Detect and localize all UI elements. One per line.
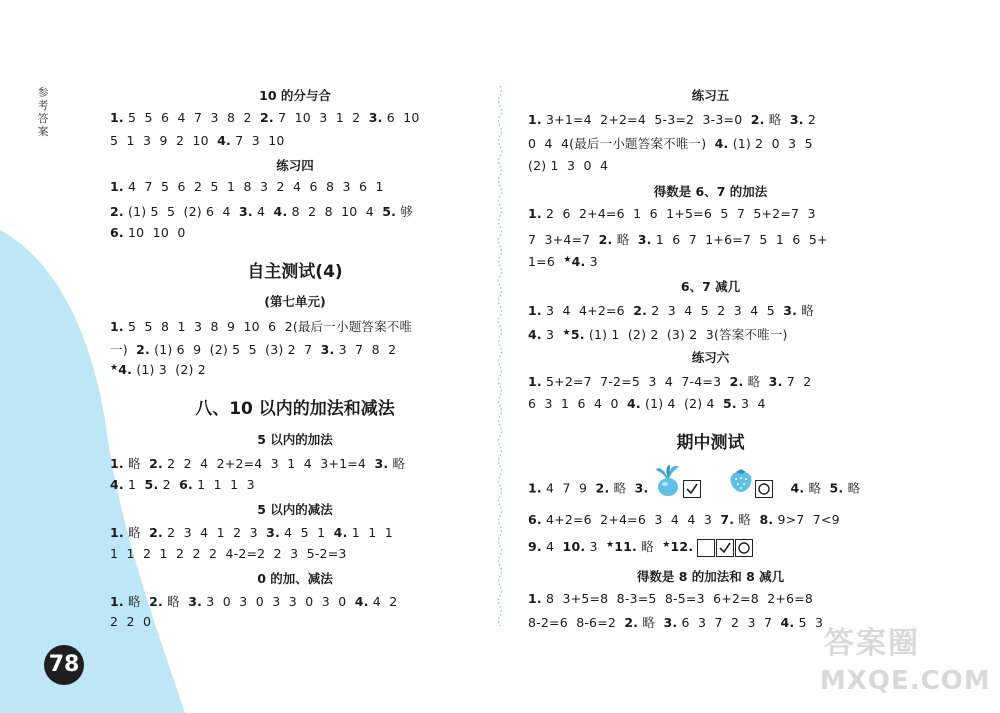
answer-line: 1. 2 6 2+4=6 1 6 1+5=6 5 7 5+2=7 3 [528, 206, 816, 221]
section-title: 5 以内的加法 [257, 432, 333, 447]
answer-line: 4. 3 ★5. (1) 1 (2) 2 (3) 2 3(答案不唯一) [528, 327, 788, 342]
answer-line: 1. 3+1=4 2+2=4 5-3=2 3-3=0 2. 略 3. 2 [528, 112, 816, 127]
section-title: 练习六 [691, 350, 730, 365]
section-title: 5 以内的减法 [257, 502, 333, 517]
answer-line: 1. 5+2=7 7-2=5 3 4 7-4=3 2. 略 3. 7 2 [528, 374, 812, 389]
answer-line: 1. 8 3+5=8 8-3=5 8-5=3 6+2=8 2+6=8 [528, 591, 814, 606]
answer-line: 9. 4 10. 3 ★11. 略 ★12. [528, 534, 754, 556]
answer-line: 8-2=6 8-6=2 2. 略 3. 6 3 7 2 3 7 4. 5 3 [528, 615, 824, 630]
answer-box-circle [755, 480, 773, 498]
section-title: 0 的加、减法 [257, 571, 333, 586]
answer-line: 1. 3 4 4+2=6 2. 2 3 4 5 2 3 4 5 3. 略 [528, 303, 814, 318]
answer-box-empty [697, 539, 715, 557]
column-divider [497, 86, 503, 631]
answer-line: 1. 略 2. 略 3. 3 0 3 0 3 3 0 3 0 4. 4 2 [110, 594, 398, 609]
answer-line: 7 3+4=7 2. 略 3. 1 6 7 1+6=7 5 1 6 5+ [528, 232, 828, 247]
answer-line: 1 1 2 1 2 2 2 4-2=2 2 3 5-2=3 [110, 546, 347, 561]
answer-line: 1. 略 2. 2 3 4 1 2 3 3. 4 5 1 4. 1 1 1 [110, 525, 393, 540]
answer-line: 一) 2. (1) 6 9 (2) 5 5 (3) 2 7 3. 3 7 8 2 [110, 342, 397, 357]
section-title: 6、7 减几 [680, 279, 741, 294]
answer-line: 0 4 4(最后一小题答案不唯一) 4. (1) 2 0 3 5 [528, 136, 813, 151]
answer-line: 1. 略 2. 2 2 4 2+2=4 3 1 4 3+1=4 3. 略 [110, 456, 406, 471]
answer-line: 5 1 3 9 2 10 4. 7 3 10 [110, 133, 285, 148]
page-number: 78 [44, 645, 84, 685]
section-title: 练习四 [276, 158, 314, 173]
answer-line: 6. 10 10 0 [110, 225, 186, 240]
answer-line: 1. 5 5 6 4 7 3 8 2 2. 7 10 3 1 2 3. 6 10 [110, 110, 420, 125]
section-title: 练习五 [691, 88, 730, 103]
radish-icon [653, 464, 683, 514]
answer-line: 4. 1 5. 2 6. 1 1 1 3 [110, 477, 255, 492]
section-title-large: 期中测试 [676, 433, 745, 453]
answer-line: 1. 4 7 5 6 2 5 1 8 3 2 4 6 8 3 6 1 [110, 179, 384, 194]
answer-box-circle [735, 539, 753, 557]
answer-box-checked [683, 480, 701, 498]
answer-line: 2. (1) 5 5 (2) 6 4 3. 4 4. 8 2 8 10 4 5. 够 [110, 204, 413, 219]
answer-box-checked [716, 539, 734, 557]
section-title: 得数是 8 的加法和 8 减几 [636, 569, 785, 584]
section-title-large: 自主测试(4) [247, 262, 343, 282]
answer-line: 1=6 ★4. 3 [528, 254, 598, 269]
answer-line: 1. 4 7 9 2. 略 3. 4. 略 5. 略 [528, 464, 860, 504]
star-icon: ★ [662, 540, 671, 550]
strawberry-icon [727, 468, 755, 510]
watermark [820, 618, 995, 713]
chapter-title: 八、10 以内的加法和减法 [195, 399, 395, 419]
watermark-url: MXQE.COM [820, 666, 991, 696]
answer-line: (2) 1 3 0 4 [528, 158, 609, 173]
star-icon: ★ [562, 328, 571, 338]
star-icon: ★ [605, 540, 615, 550]
section-title: 得数是 6、7 的加法 [653, 184, 768, 199]
answer-line: 1. 5 5 8 1 3 8 9 10 6 2(最后一小题答案不唯 [110, 319, 413, 334]
star-icon: ★ [110, 363, 119, 373]
side-label: 参考答案 [37, 86, 49, 138]
answer-line: 6. 4+2=6 2+4=6 3 4 4 3 7. 略 8. 9>7 7<9 [528, 512, 840, 527]
section-subtitle: (第七单元) [264, 294, 326, 309]
answer-line: 6 3 1 6 4 0 4. (1) 4 (2) 4 5. 3 4 [528, 396, 766, 411]
watermark-text: 答案圈 [824, 626, 920, 661]
answer-line: ★4. (1) 3 (2) 2 [110, 362, 206, 377]
section-title: 10 的分与合 [259, 88, 331, 103]
answer-line: 2 2 0 [110, 614, 152, 629]
star-icon: ★ [563, 255, 572, 265]
